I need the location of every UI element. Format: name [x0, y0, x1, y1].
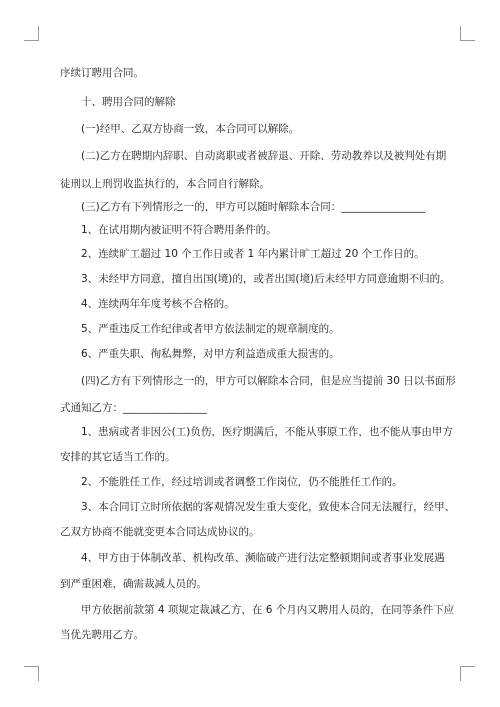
text-line: 乙双方协商不能就变更本合同达成协议的。: [60, 526, 260, 538]
list-item: 3、本合同订立时所依据的客观情况发生重大变化，致使本合同无法履行，经甲、: [81, 501, 456, 513]
text-line: (二)乙方在聘期内辞职、自动离职或者被辞退、开除、劳动教养以及被判处有期: [81, 150, 447, 162]
list-item: 2、不能胜任工作，经过培训或者调整工作岗位，仍不能胜任工作的。: [81, 476, 403, 488]
section-heading: 十、聘用合同的解除: [81, 96, 176, 108]
list-item: 1、患病或者非因公(工)负伤，医疗期满后，不能从事原工作，也不能从事由甲方: [81, 426, 453, 438]
text-line: 当优先聘用乙方。: [60, 629, 144, 641]
list-item: 2、连续旷工超过 10 个工作日或者 1 年内累计旷工超过 20 个工作日的。: [81, 248, 425, 260]
list-item: 4、甲方由于体制改革、机构改革、濒临破产进行法定整顿期间或者事业发展遇: [81, 552, 445, 564]
text-line: (一)经甲、乙双方协商一致，本合同可以解除。: [81, 123, 300, 135]
text-line: (四)乙方有下列情形之一的，甲方可以解除本合同，但是应当提前 30 日以书面形: [81, 375, 456, 387]
text-line: 安排的其它适当工作的。: [60, 451, 176, 463]
text-line: 徒刑以上刑罚收监执行的，本合同自行解除。: [60, 178, 270, 190]
text-line: 甲方依据前款第 4 项规定裁减乙方，在 6 个月内又聘用人员的，在同等条件下应: [81, 604, 455, 616]
crop-mark-bottom-left: [24, 666, 39, 681]
text-line: (三)乙方有下列情形之一的，甲方可以随时解除本合同：________________: [81, 201, 426, 213]
crop-mark-top-left: [24, 26, 39, 41]
list-item: 4、连续两年年度考核不合格的。: [81, 298, 235, 310]
crop-mark-bottom-right: [460, 666, 475, 681]
text-line: 式通知乙方：________________: [60, 402, 207, 414]
text-line: 序续订聘用合同。: [60, 67, 144, 79]
list-item: 5、严重违反工作纪律或者甲方依法制定的规章制度的。: [81, 323, 340, 335]
crop-mark-top-right: [460, 26, 475, 41]
list-item: 3、未经甲方同意，擅自出国(境)的，或者出国(境)后未经甲方同意逾期不归的。: [81, 273, 451, 285]
list-item: 6、严重失职、徇私舞弊，对甲方利益造成重大损害的。: [81, 348, 340, 360]
list-item: 1、在试用期内被证明不符合聘用条件的。: [81, 224, 277, 236]
text-line: 到严重困难，确需裁减人员的。: [60, 578, 207, 590]
